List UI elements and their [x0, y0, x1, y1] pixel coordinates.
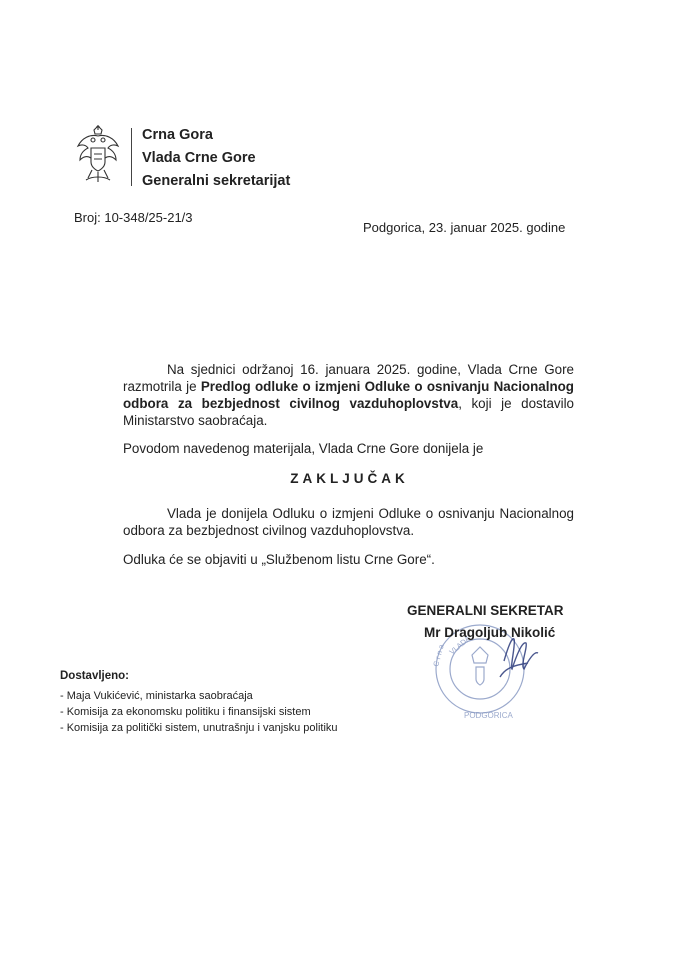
header-country: Crna Gora	[142, 127, 213, 143]
signature-name: Mr Dragoljub Nikolić	[424, 625, 556, 640]
p1-proposal-title: Predlog odluke o izmjeni Odluke o osnivanju Nacionalnog odbora za bezbjednost civilnog vazduhoplovstva	[123, 379, 574, 411]
place-date: Podgorica, 23. januar 2025. godine	[363, 220, 566, 235]
distribution-label: Dostavljeno:	[60, 670, 130, 682]
svg-text:PODGORICA: PODGORICA	[464, 711, 513, 720]
distribution-list	[60, 688, 338, 736]
header-divider	[131, 128, 132, 186]
list-item: - Komisija za politički sistem, unutrašnju i vanjsku politiku	[60, 722, 338, 734]
list-item: - Maja Vukićević, ministarka saobraćaja	[60, 690, 253, 702]
paragraph-decision: Vlada je donijela Odluku o izmjeni Odluke o osnivanju Nacionalnog odbora za bezbjednost civilnog vazduhoplovstva.	[123, 506, 574, 538]
signature-title: GENERALNI SEKRETAR	[407, 603, 564, 618]
list-item: - Komisija za ekonomsku politiku i finansijski sistem	[60, 706, 311, 718]
p1-start: Na sjednici održanoj 16. januara 2025. godine, Vlada Crne Gore razmotrila je	[123, 362, 574, 394]
coat-of-arms-icon	[72, 124, 124, 186]
header-secretariat: Generalni sekretarijat	[142, 173, 291, 189]
svg-text:C r n a: C r n a	[431, 643, 446, 668]
paragraph-adopted: Povodom navedenog materijala, Vlada Crne Gore donijela je	[123, 441, 484, 456]
p1-end: , koji je dostavilo Ministarstvo saobraćaja.	[123, 396, 575, 428]
paragraph-publication: Odluka će se objaviti u „Službenom listu Crne Gore“.	[123, 552, 435, 567]
header-government: Vlada Crne Gore	[142, 150, 256, 166]
svg-text:VLADA: VLADA	[447, 633, 473, 657]
paragraph-session	[123, 361, 574, 429]
reference-number: Broj: 10-348/25-21/3	[74, 210, 193, 225]
conclusion-heading: ZAKLJUČAK	[290, 471, 409, 486]
